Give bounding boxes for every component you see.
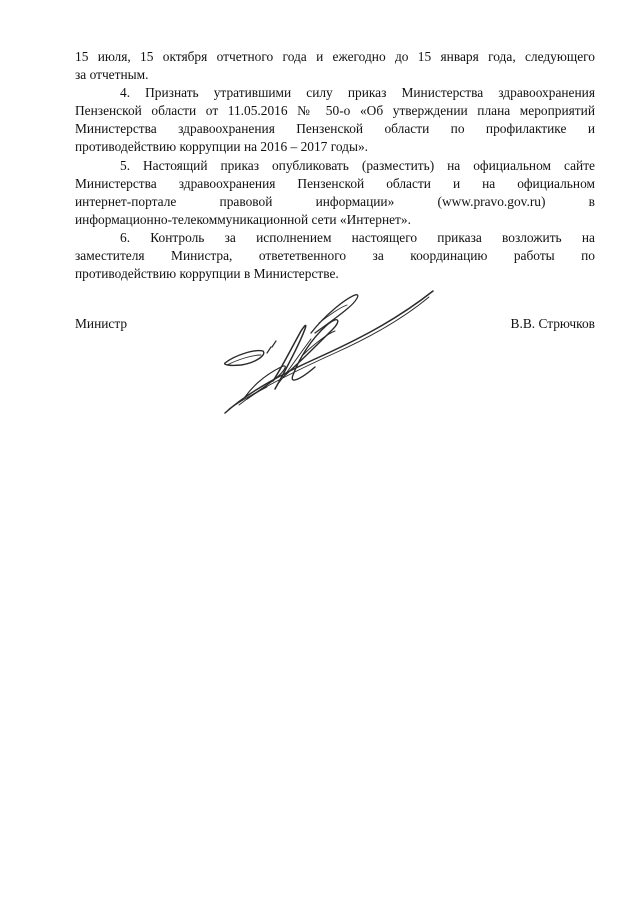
- text-line: Министерства здравоохранения Пензенской области по профилактике и: [75, 121, 595, 137]
- text-line: за отчетным.: [75, 67, 149, 83]
- text-line: 6. Контроль за исполнением настоящего приказа возложить на: [120, 229, 595, 245]
- document-body: [75, 48, 595, 283]
- handwritten-signature: [215, 285, 445, 415]
- text-line: 4. Признать утратившими силу приказ Министерства здравоохранения: [120, 85, 595, 101]
- text-line: заместителя Министра, ответетвенного за координацию работы по: [75, 248, 595, 264]
- signatory-name: В.В. Стрючков: [510, 316, 595, 331]
- paragraph-reporting-deadlines: [75, 48, 595, 84]
- paragraph-item-4: [75, 84, 595, 156]
- paragraph-item-5: [75, 157, 595, 229]
- signatory-title: Министр: [75, 316, 128, 331]
- text-line: противодействию коррупции в Министерстве.: [75, 266, 339, 282]
- text-line: Министерства здравоохранения Пензенской области и на официальном: [75, 175, 595, 191]
- text-line: Пензенской области от 11.05.2016 № 50-о «Об утверждении плана мероприятий: [75, 103, 595, 119]
- text-line: 5. Настоящий приказ опубликовать (разместить) на официальном сайте: [120, 157, 595, 173]
- paragraph-item-6: [75, 229, 595, 283]
- signature-block: [75, 315, 595, 335]
- text-line: интернет-портале правовой информации» (www.pravo.gov.ru) в: [75, 193, 595, 209]
- text-line: 15 июля, 15 октября отчетного года и ежегодно до 15 января года, следующего: [75, 49, 595, 64]
- text-line: противодействию коррупции на 2016 – 2017 годы».: [75, 139, 369, 155]
- text-line: информационно-телекоммуникационной сети «Интернет».: [75, 211, 411, 227]
